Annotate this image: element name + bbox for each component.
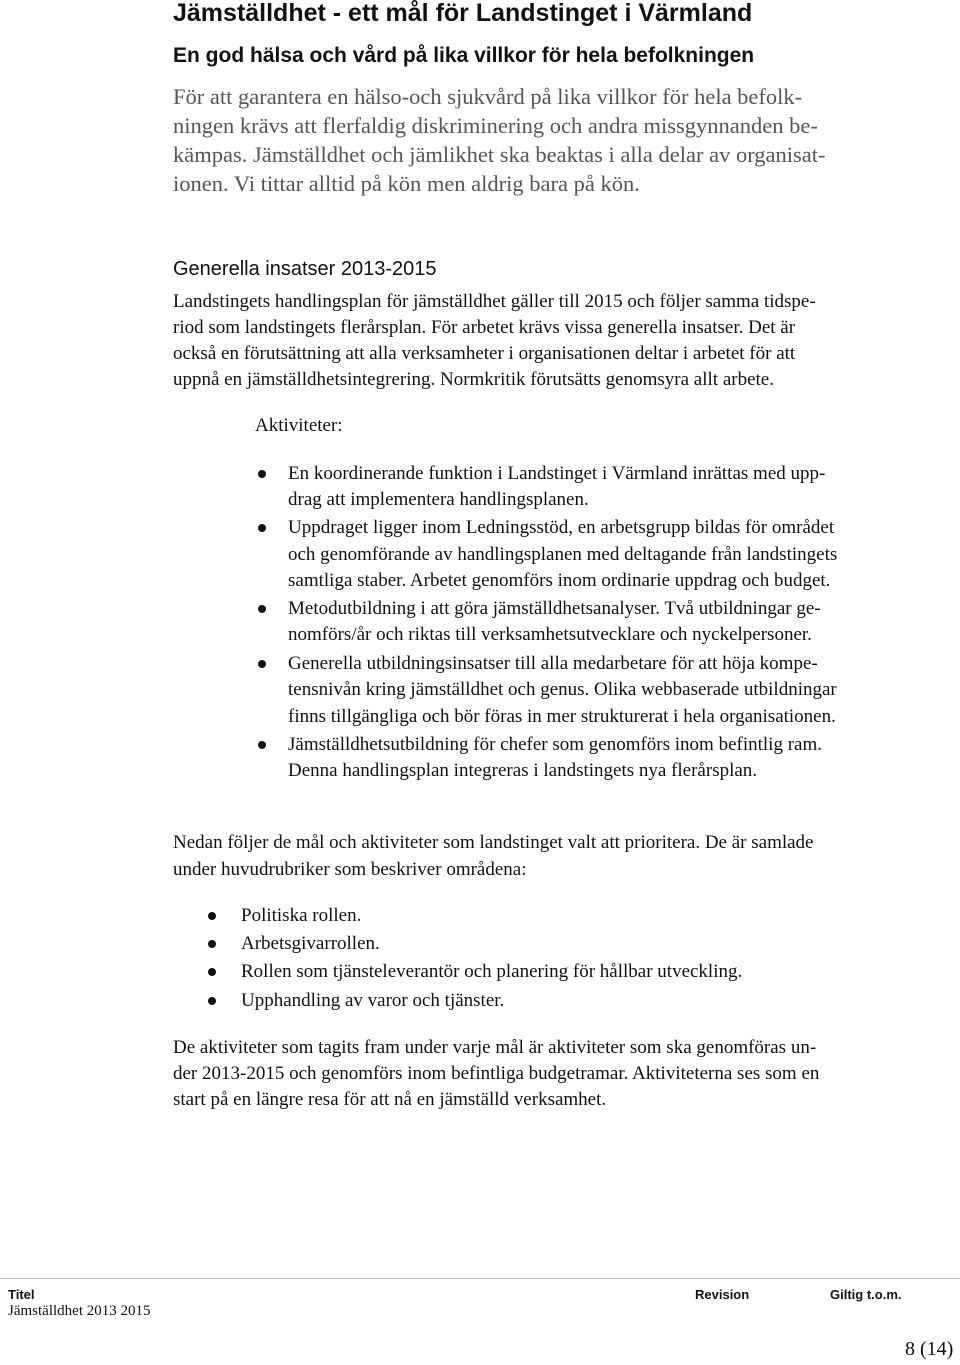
activity-line: tensnivån kring jämställdhet och genus. Olika webbaserade utbildningar <box>288 679 837 700</box>
section-heading: Generella insatser 2013-2015 <box>173 258 437 280</box>
page-number: 8 (14) <box>905 1338 954 1360</box>
activity-line: samtliga staber. Arbetet genomförs inom ordinarie uppdrag och budget. <box>288 570 831 591</box>
subheading: En god hälsa och vård på lika villkor för hela befolkningen <box>173 44 755 67</box>
section-line: uppnå en jämställdhetsintegrering. Normkritik förutsätts genomsyra allt arbete. <box>173 369 774 390</box>
closing-line: De aktiviteter som tagits fram under varje mål är aktiviteter som ska genomföras un- <box>173 1037 817 1058</box>
activity-line: Metodutbildning i att göra jämställdhetsanalyser. Två utbildningar ge- <box>288 598 821 619</box>
footer-revision-label: Revision <box>695 1287 750 1302</box>
section-line: riod som landstingets flerårsplan. För arbetet krävs vissa generella insatser. Det är <box>173 317 796 338</box>
intro-line: ionen. Vi tittar alltid på kön men aldrig bara på kön. <box>173 171 640 196</box>
activity-line: finns tillgängliga och bör föras in mer strukturerat i hela organisationen. <box>288 706 836 727</box>
activity-line: Denna handlingsplan integreras i landstingets nya flerårsplan. <box>288 760 758 781</box>
section-line: också en förutsättning att alla verksamheter i organisationen deltar i arbetet för att <box>173 343 796 364</box>
bullet-icon <box>208 912 216 920</box>
bullet-icon <box>208 940 216 948</box>
footer-divider <box>0 1278 960 1279</box>
closing-line: start på en längre resa för att nå en jämställd verksamhet. <box>173 1089 607 1110</box>
section-line: Landstingets handlingsplan för jämställdhet gäller till 2015 och följer samma tidspe- <box>173 291 816 312</box>
closing-line: der 2013-2015 och genomförs inom befintliga budgetramar. Aktiviteterna ses som en <box>173 1063 820 1084</box>
bullet-icon <box>258 470 266 478</box>
page-heading: Jämställdhet - ett mål för Landstinget i Värmland <box>173 0 753 27</box>
area-item: Rollen som tjänsteleverantör och planering för hållbar utveckling. <box>241 961 743 982</box>
activity-line: En koordinerande funktion i Landstinget i Värmland inrättas med upp- <box>288 463 826 484</box>
priorities-line: under huvudrubriker som beskriver områdena: <box>173 859 527 880</box>
footer-valid-label: Giltig t.o.m. <box>830 1287 902 1302</box>
activity-line: nomförs/år och riktas till verksamhetsutvecklare och nyckelpersoner. <box>288 624 812 645</box>
intro-line: kämpas. Jämställdhet och jämlikhet ska beaktas i alla delar av organisat- <box>173 142 826 167</box>
activity-line: Jämställdhetsutbildning för chefer som genomförs inom befintlig ram. <box>288 734 823 755</box>
bullet-icon <box>258 524 266 532</box>
area-item: Politiska rollen. <box>241 905 362 926</box>
footer-title-label: Titel <box>8 1287 35 1302</box>
bullet-icon <box>208 968 216 976</box>
footer-title-value: Jämställdhet 2013 2015 <box>8 1303 151 1319</box>
activity-line: Uppdraget ligger inom Ledningsstöd, en arbetsgrupp bildas för området <box>288 517 835 538</box>
priorities-line: Nedan följer de mål och aktiviteter som landstinget valt att prioritera. De är samlade <box>173 832 814 853</box>
bullet-icon <box>258 741 266 749</box>
area-item: Upphandling av varor och tjänster. <box>241 990 505 1011</box>
bullet-icon <box>258 605 266 613</box>
intro-line: ningen krävs att flerfaldig diskriminering och andra missgynnanden be- <box>173 113 818 138</box>
activity-line: Generella utbildningsinsatser till alla medarbetare för att höja kompe- <box>288 653 818 674</box>
activity-line: och genomförande av handlingsplanen med deltagande från landstingets <box>288 544 838 565</box>
intro-line: För att garantera en hälso-och sjukvård på lika villkor för hela befolk- <box>173 84 803 109</box>
bullet-icon <box>208 997 216 1005</box>
bullet-icon <box>258 660 266 668</box>
area-item: Arbetsgivarrollen. <box>241 933 380 954</box>
activity-line: drag att implementera handlingsplanen. <box>288 489 589 510</box>
activities-label: Aktiviteter: <box>255 415 343 436</box>
